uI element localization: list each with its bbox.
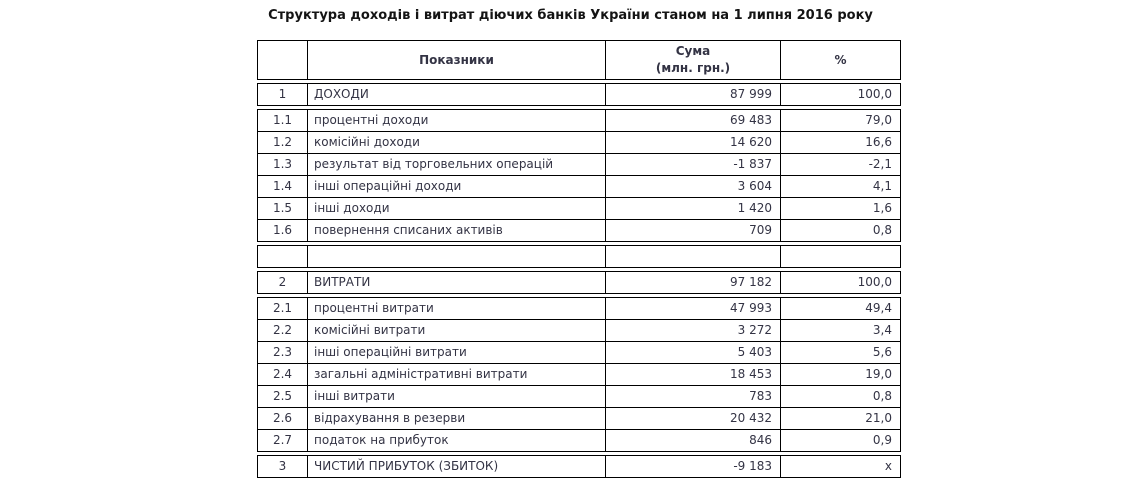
cell-percent: 4,1 <box>781 176 901 198</box>
cell-num: 2.6 <box>258 408 308 430</box>
cell-percent: 16,6 <box>781 132 901 154</box>
cell-num: 1.3 <box>258 154 308 176</box>
cell-num: 1.5 <box>258 198 308 220</box>
table-section <box>257 245 901 268</box>
cell-num: 3 <box>258 456 308 478</box>
header-cell-num <box>258 41 308 80</box>
table-row <box>258 364 901 386</box>
cell-percent: 0,8 <box>781 386 901 408</box>
cell-sum <box>606 246 781 268</box>
cell-sum: 709 <box>606 220 781 242</box>
cell-indicator: інші операційні витрати <box>308 342 606 364</box>
cell-num: 2.5 <box>258 386 308 408</box>
table-row <box>258 298 901 320</box>
cell-percent: 0,8 <box>781 220 901 242</box>
cell-num: 2.4 <box>258 364 308 386</box>
cell-num: 1.2 <box>258 132 308 154</box>
table-row <box>258 408 901 430</box>
cell-sum: 3 272 <box>606 320 781 342</box>
cell-indicator <box>308 246 606 268</box>
table-section <box>257 271 901 294</box>
table-sections <box>257 83 900 478</box>
table-row <box>258 176 901 198</box>
header-cell-indicator: Показники <box>308 41 606 80</box>
cell-sum: 783 <box>606 386 781 408</box>
cell-indicator: ВИТРАТИ <box>308 272 606 294</box>
cell-indicator: інші доходи <box>308 198 606 220</box>
cell-percent: 79,0 <box>781 110 901 132</box>
cell-num: 1 <box>258 84 308 106</box>
cell-indicator: податок на прибуток <box>308 430 606 452</box>
cell-indicator: інші витрати <box>308 386 606 408</box>
cell-sum: 20 432 <box>606 408 781 430</box>
cell-percent: 0,9 <box>781 430 901 452</box>
income-expense-table <box>257 40 900 478</box>
cell-percent: 21,0 <box>781 408 901 430</box>
header-sum-line1: Сума <box>675 44 711 58</box>
table-row <box>258 386 901 408</box>
cell-num: 2.1 <box>258 298 308 320</box>
cell-indicator: ДОХОДИ <box>308 84 606 106</box>
cell-percent: 19,0 <box>781 364 901 386</box>
table-row <box>258 84 901 106</box>
header-row <box>258 41 901 80</box>
cell-indicator: процентні доходи <box>308 110 606 132</box>
cell-percent: 5,6 <box>781 342 901 364</box>
cell-sum: 3 604 <box>606 176 781 198</box>
cell-sum: 47 993 <box>606 298 781 320</box>
cell-num: 1.1 <box>258 110 308 132</box>
cell-indicator: комісійні доходи <box>308 132 606 154</box>
cell-indicator: повернення списаних активів <box>308 220 606 242</box>
cell-indicator: ЧИСТИЙ ПРИБУТОК (ЗБИТОК) <box>308 456 606 478</box>
cell-percent: 100,0 <box>781 84 901 106</box>
cell-num: 1.6 <box>258 220 308 242</box>
cell-num: 2 <box>258 272 308 294</box>
cell-num <box>258 246 308 268</box>
cell-percent: -2,1 <box>781 154 901 176</box>
cell-sum: -1 837 <box>606 154 781 176</box>
cell-percent: 3,4 <box>781 320 901 342</box>
cell-num: 2.3 <box>258 342 308 364</box>
cell-num: 1.4 <box>258 176 308 198</box>
cell-sum: 846 <box>606 430 781 452</box>
cell-sum: 18 453 <box>606 364 781 386</box>
table-row <box>258 430 901 452</box>
table-row <box>258 246 901 268</box>
cell-sum: 87 999 <box>606 84 781 106</box>
table-row <box>258 272 901 294</box>
table-row <box>258 456 901 478</box>
cell-percent: 100,0 <box>781 272 901 294</box>
cell-indicator: результат від торговельних операцій <box>308 154 606 176</box>
table-header <box>257 40 901 80</box>
cell-percent: 49,4 <box>781 298 901 320</box>
cell-num: 2.7 <box>258 430 308 452</box>
cell-indicator: відрахування в резерви <box>308 408 606 430</box>
cell-sum: 69 483 <box>606 110 781 132</box>
header-sum-line2: (млн. грн.) <box>655 61 731 75</box>
cell-percent <box>781 246 901 268</box>
cell-sum: 1 420 <box>606 198 781 220</box>
cell-indicator: процентні витрати <box>308 298 606 320</box>
cell-percent: x <box>781 456 901 478</box>
table-row <box>258 342 901 364</box>
cell-percent: 1,6 <box>781 198 901 220</box>
table-section <box>257 83 901 106</box>
table-row <box>258 198 901 220</box>
table-row <box>258 110 901 132</box>
cell-sum: -9 183 <box>606 456 781 478</box>
page-title: Структура доходів і витрат діючих банків України станом на 1 липня 2016 року <box>268 8 873 23</box>
table-section <box>257 455 901 478</box>
cell-indicator: інші операційні доходи <box>308 176 606 198</box>
table-row <box>258 154 901 176</box>
cell-num: 2.2 <box>258 320 308 342</box>
cell-sum: 97 182 <box>606 272 781 294</box>
table-section <box>257 297 901 452</box>
cell-sum: 14 620 <box>606 132 781 154</box>
cell-indicator: комісійні витрати <box>308 320 606 342</box>
table-section <box>257 109 901 242</box>
cell-indicator: загальні адміністративні витрати <box>308 364 606 386</box>
table-row <box>258 132 901 154</box>
header-cell-percent: % <box>781 41 901 80</box>
table-row <box>258 320 901 342</box>
cell-sum: 5 403 <box>606 342 781 364</box>
header-cell-sum <box>606 41 781 80</box>
table-row <box>258 220 901 242</box>
